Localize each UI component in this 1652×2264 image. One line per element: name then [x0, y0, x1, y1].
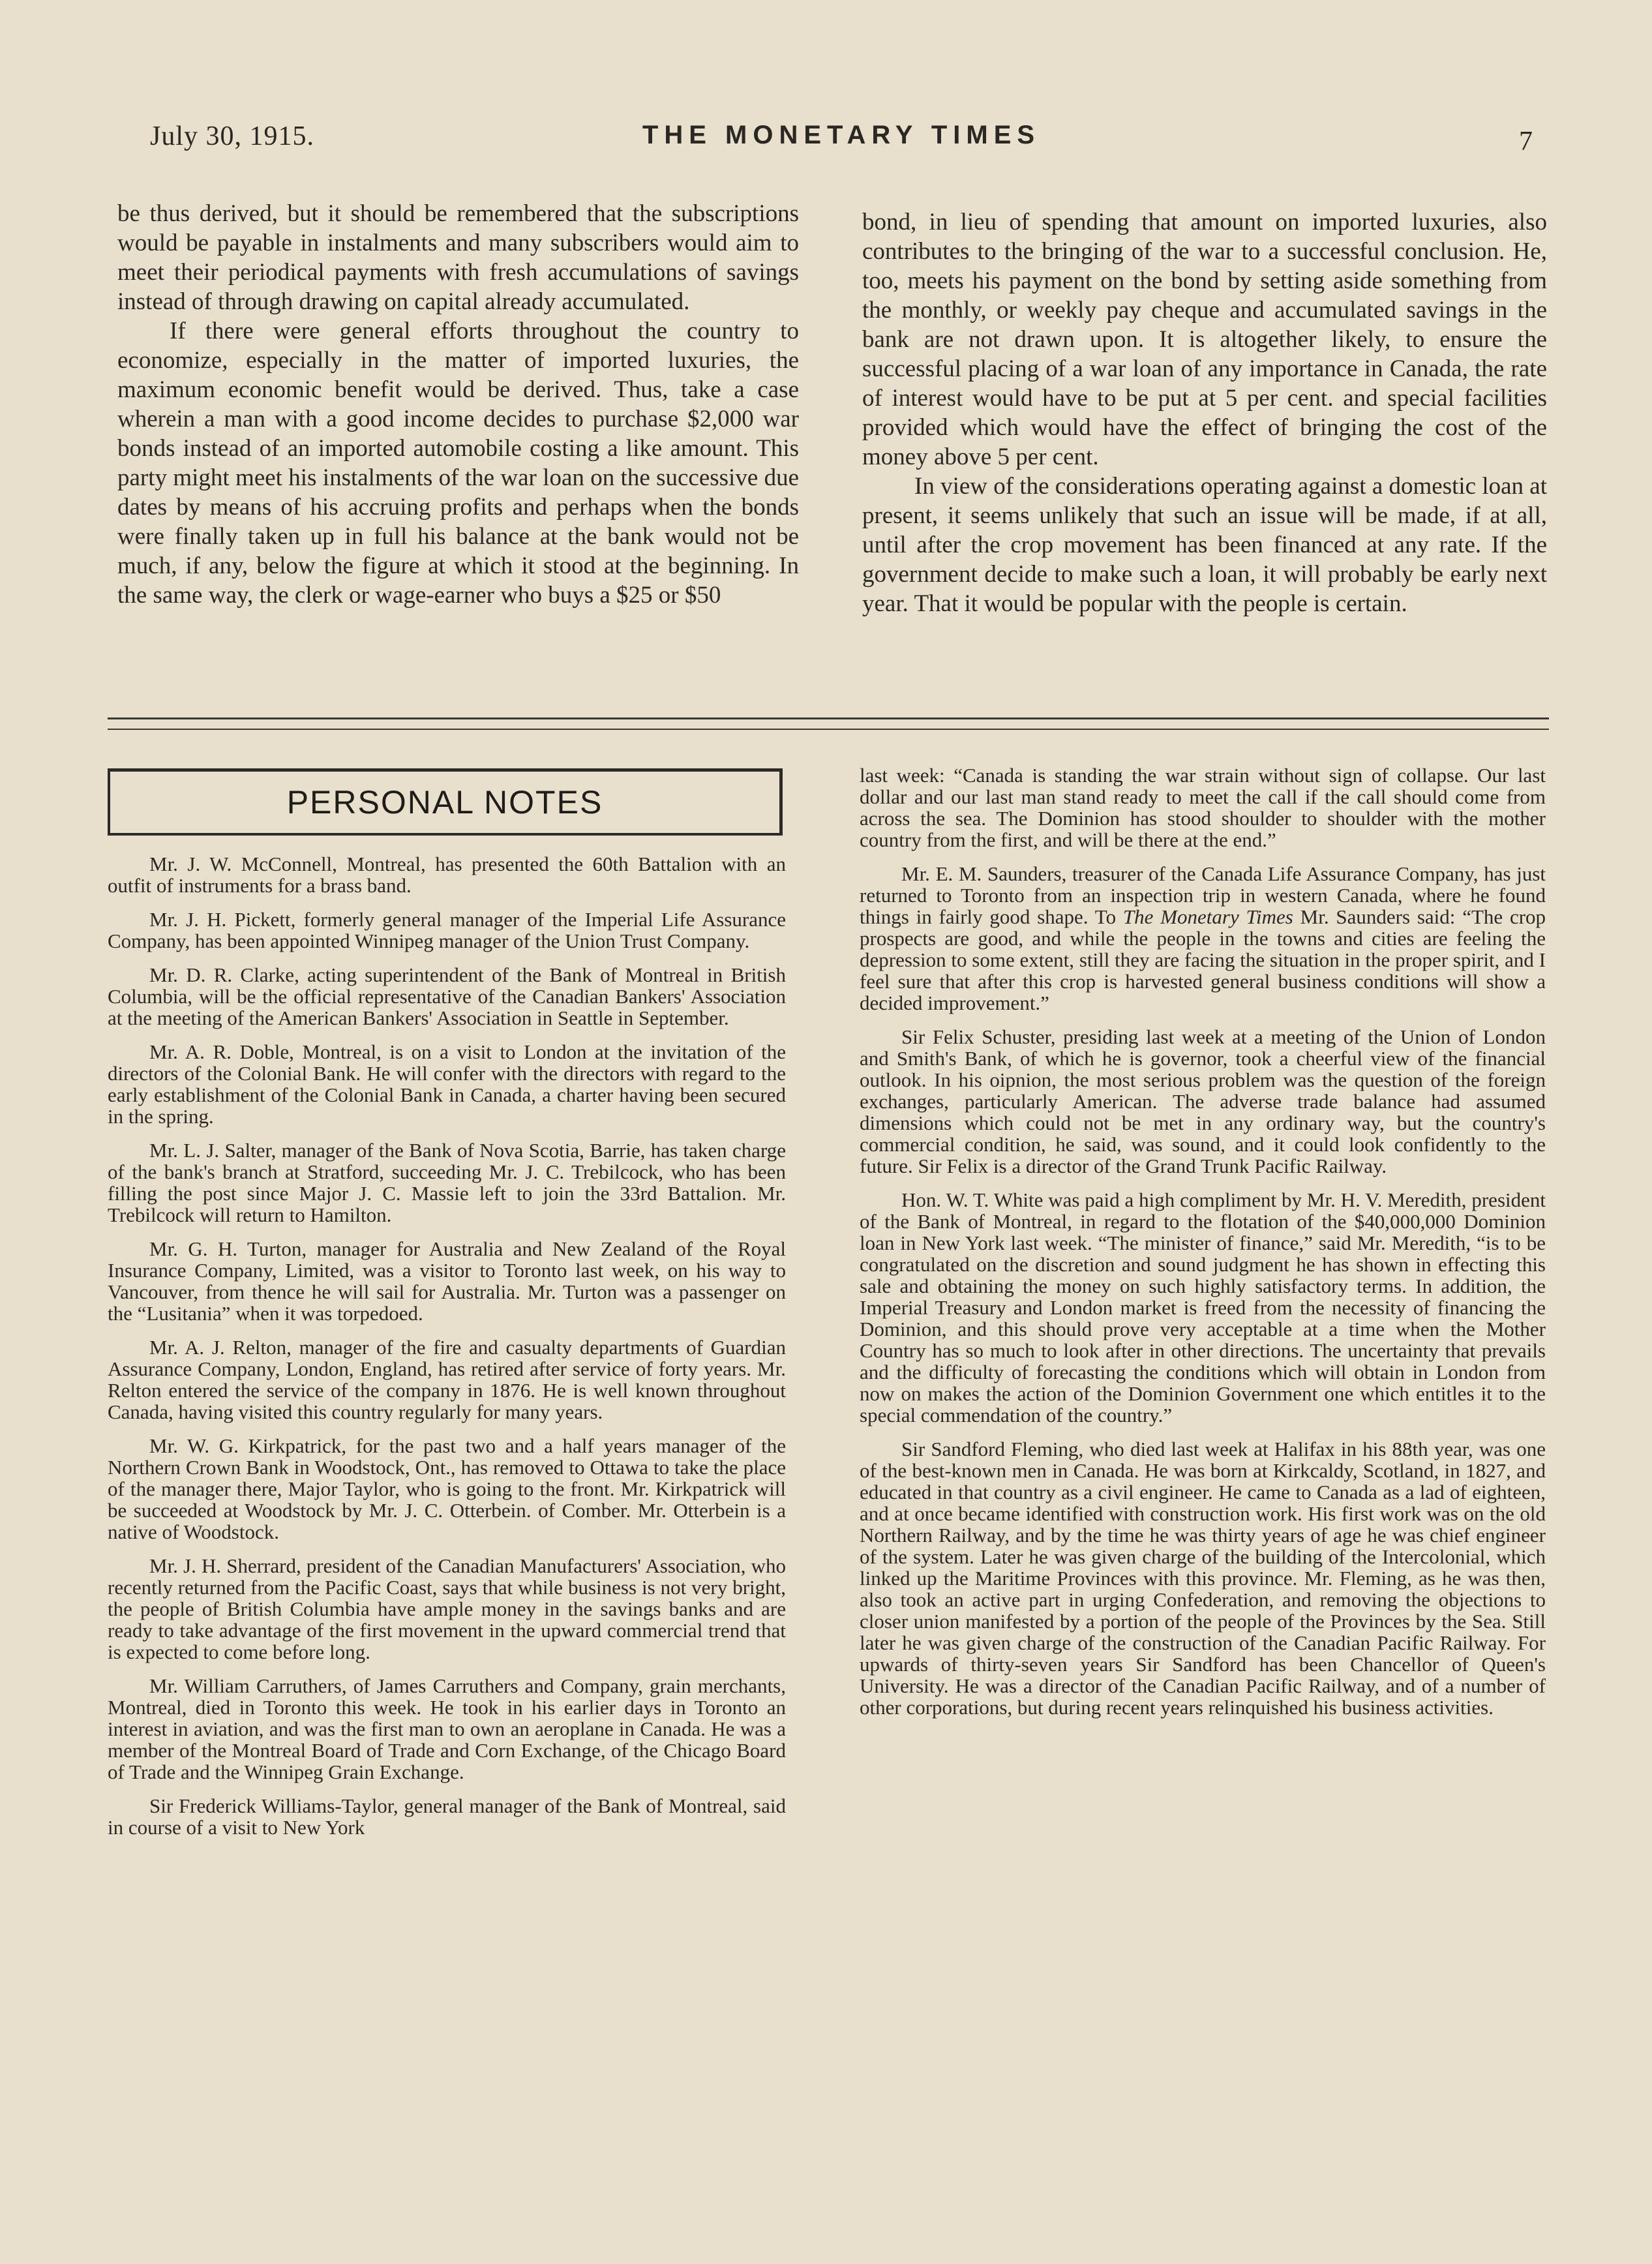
- publication-title: THE MONETARY TIMES: [642, 121, 1041, 149]
- note-paragraph: Hon. W. T. White was paid a high compliment by Mr. H. V. Meredith, president of the Bank of Montreal, in regard to the flotation of the $40,000,000 Dominion loan in New York last week. “The minister of finance,” said Mr. Meredith, “is to be congratulated on the discretion and sound judgment he has shown in effecting this sale and obtaining the money on such highly satisfactory terms. In addition, the Imperial Treasury and London market is freed from the necessity of financing the Dominion, and this should prove very acceptable at a time when the Mother Country has so much to look after in other directions. The uncertainty that prevails and the difficulty of forecasting the conditions which will obtain in London from now on makes the action of the Dominion Government one which entitles it to the special commendation of the country.”: [860, 1188, 1546, 1426]
- issue-date: July 30, 1915.: [150, 121, 315, 151]
- note-paragraph: Mr. W. G. Kirkpatrick, for the past two and a half years manager of the Northern Crown Bank in Woodstock, Ont., has removed to Ottawa to take the place of the manager there, Major Taylor, who is going to the front. Mr. Kirkpatrick will be succeeded at Woodstock by Mr. J. C. Otterbein. of Comber. Mr. Otterbein is a native of Woodstock.: [108, 1434, 786, 1543]
- section-heading: PERSONAL NOTES: [286, 784, 603, 821]
- note-paragraph: Mr. J. H. Pickett, formerly general manager of the Imperial Life Assurance Company, has been appointed Winnipeg manager of the Union Trust Company.: [108, 908, 786, 952]
- note-text: Mr. Saunders said: “The crop prospects are good, and while the people in the towns and cities are feeling the depression to some extent, still they are facing the situation in the proper spirit, and I feel sure that after this crop is harvested general business conditions will show a decided improvement.”: [860, 905, 1546, 1014]
- note-paragraph: Mr. A. J. Relton, manager of the fire and casualty departments of Guardian Assurance Company, London, England, has retired after service of forty years. Mr. Relton entered the service of the company in 1876. He is well known throughout Canada, having visited this country regularly for many years.: [108, 1336, 786, 1423]
- note-text: Mr. E. M. Saunders, treasurer of the Canada Life Assurance Company, has just returned to Toronto from an inspection trip in western Canada, where he found things in fairly good shape. To: [860, 862, 1546, 928]
- personal-notes-right-column: [860, 764, 1546, 1730]
- article-paragraph: In view of the considerations operating against a domestic loan at present, it seems unlikely that such an issue will be made, if at all, until after the crop movement has been financed at any rate. If the government decide to make such a loan, it will probably be early next year. That it would be popular with the people is certain.: [862, 473, 1547, 617]
- note-paragraph: [860, 863, 1546, 1014]
- note-paragraph: Mr. D. R. Clarke, acting superintendent of the Bank of Montreal in British Columbia, will be the official representative of the Canadian Bankers' Association at the meeting of the American Bankers' Association in Seattle in September.: [108, 963, 786, 1029]
- note-paragraph: Sir Frederick Williams-Taylor, general manager of the Bank of Montreal, said in course of a visit to New York: [108, 1794, 786, 1839]
- note-paragraph: Mr. A. R. Doble, Montreal, is on a visit to London at the invitation of the directors of the Colonial Bank. He will confer with the directors with regard to the early establishment of the Colonial Bank in Canada, a charter having been secured in the spring.: [108, 1040, 786, 1128]
- article-paragraph: If there were general efforts throughout the country to economize, especially in the matter of imported luxuries, the maximum economic benefit would be derived. Thus, take a case wherein a man with a good income decides to purchase $2,000 war bonds instead of an imported automobile costing a like amount. This party might meet his instalments of the war loan on the successive due dates by means of his accruing profits and perhaps when the bonds were finally taken up in full his balance at the bank would not be much, if any, below the figure at which it stood at the beginning. In the same way, the clerk or wage-earner who buys a $25 or $50: [117, 318, 799, 609]
- note-paragraph: Sir Sandford Fleming, who died last week at Halifax in his 88th year, was one of the best-known men in Canada. He was born at Kirkcaldy, Scotland, in 1827, and educated in that country as a civil engineer. He came to Canada as a lad of eighteen, and at once became identified with construction work. His first work was on the old Northern Railway, and by the time he was thirty years of age he was chief engineer of the system. Later he was given charge of the building of the Intercolonial, which linked up the Maritime Provinces with this province. Mr. Fleming, as he was then, also took an active part in urging Confederation, and removing the objections to closer union manifested by a portion of the people of the Provinces by the Sea. Still later he was given charge of the construction of the Canadian Pacific Railway. For upwards of thirty-seven years Sir Sandford has been Chancellor of Queen's University. He was a director of the Canadian Pacific Railway, and of a number of other corporations, but during recent years relinquished his business activities.: [860, 1438, 1546, 1719]
- article-right-column: [862, 207, 1547, 618]
- note-paragraph: Sir Felix Schuster, presiding last week at a meeting of the Union of London and Smith's Bank, of which he is governor, took a cheerful view of the financial outlook. In his oipnion, the most serious problem was the question of the foreign exchanges, particularly American. The adverse trade balance had assumed dimensions which could not be met in any ordinary way, but the country's commercial condition, he said, was sound, and it could look confidently to the future. Sir Felix is a director of the Grand Trunk Pacific Railway.: [860, 1025, 1546, 1177]
- section-divider: [108, 717, 1549, 730]
- page-header: [150, 121, 1533, 166]
- page-number: 7: [1519, 127, 1533, 157]
- note-paragraph: Mr. J. H. Sherrard, president of the Canadian Manufacturers' Association, who recently returned from the Pacific Coast, says that while business is not very bright, the people of British Columbia have ample money in the savings banks and are ready to take advantage of the first movement in the upward commercial trend that is expected to come before long.: [108, 1554, 786, 1663]
- note-continuation: last week: “Canada is standing the war strain without sign of collapse. Our last dollar and our last man stand ready to meet the call if the call should come from across the sea. The Dominion has stood shoulder to shoulder with the mother country from the first, and will be there at the end.”: [860, 764, 1546, 851]
- note-paragraph: Mr. J. W. McConnell, Montreal, has presented the 60th Battalion with an outfit of instruments for a brass band.: [108, 853, 786, 897]
- publication-name: The Monetary Times: [1122, 905, 1293, 928]
- article-paragraph: be thus derived, but it should be remembered that the subscriptions would be payable in instalments and many subscribers would aim to meet their periodical payments with fresh accumulations of savings instead of through drawing on capital already accumulated.: [117, 200, 799, 315]
- note-paragraph: Mr. William Carruthers, of James Carruthers and Company, grain merchants, Montreal, died in Toronto this week. He took in his earlier days in Toronto an interest in aviation, and was the first man to own an aeroplane in Canada. He was a member of the Montreal Board of Trade and Corn Exchange, of the Chicago Board of Trade and the Winnipeg Grain Exchange.: [108, 1674, 786, 1783]
- personal-notes-left-column: [108, 853, 786, 1850]
- article-paragraph: bond, in lieu of spending that amount on imported luxuries, also contributes to the bringing of the war to a successful conclusion. He, too, meets his payment on the bond by setting aside something from the monthly, or weekly pay cheque and accumulated savings in the bank are not drawn upon. It is altogether likely, to ensure the successful placing of a war loan of any importance in Canada, the rate of interest would have to be put at 5 per cent. and special facilities provided which would have the effect of bringing the cost of the money above 5 per cent.: [862, 209, 1547, 470]
- note-paragraph: Mr. L. J. Salter, manager of the Bank of Nova Scotia, Barrie, has taken charge of the bank's branch at Stratford, succeeding Mr. J. C. Trebilcock, who has been filling the post since Major J. C. Massie left to join the 33rd Battalion. Mr. Trebilcock will return to Hamilton.: [108, 1139, 786, 1226]
- article-left-column: [117, 199, 799, 610]
- note-paragraph: Mr. G. H. Turton, manager for Australia and New Zealand of the Royal Insurance Company, Limited, was a visitor to Toronto last week, on his way to Vancouver, from thence he will sail for Australia. Mr. Turton was a passenger on the “Lusitania” when it was torpedoed.: [108, 1237, 786, 1325]
- section-heading-box: [108, 768, 783, 836]
